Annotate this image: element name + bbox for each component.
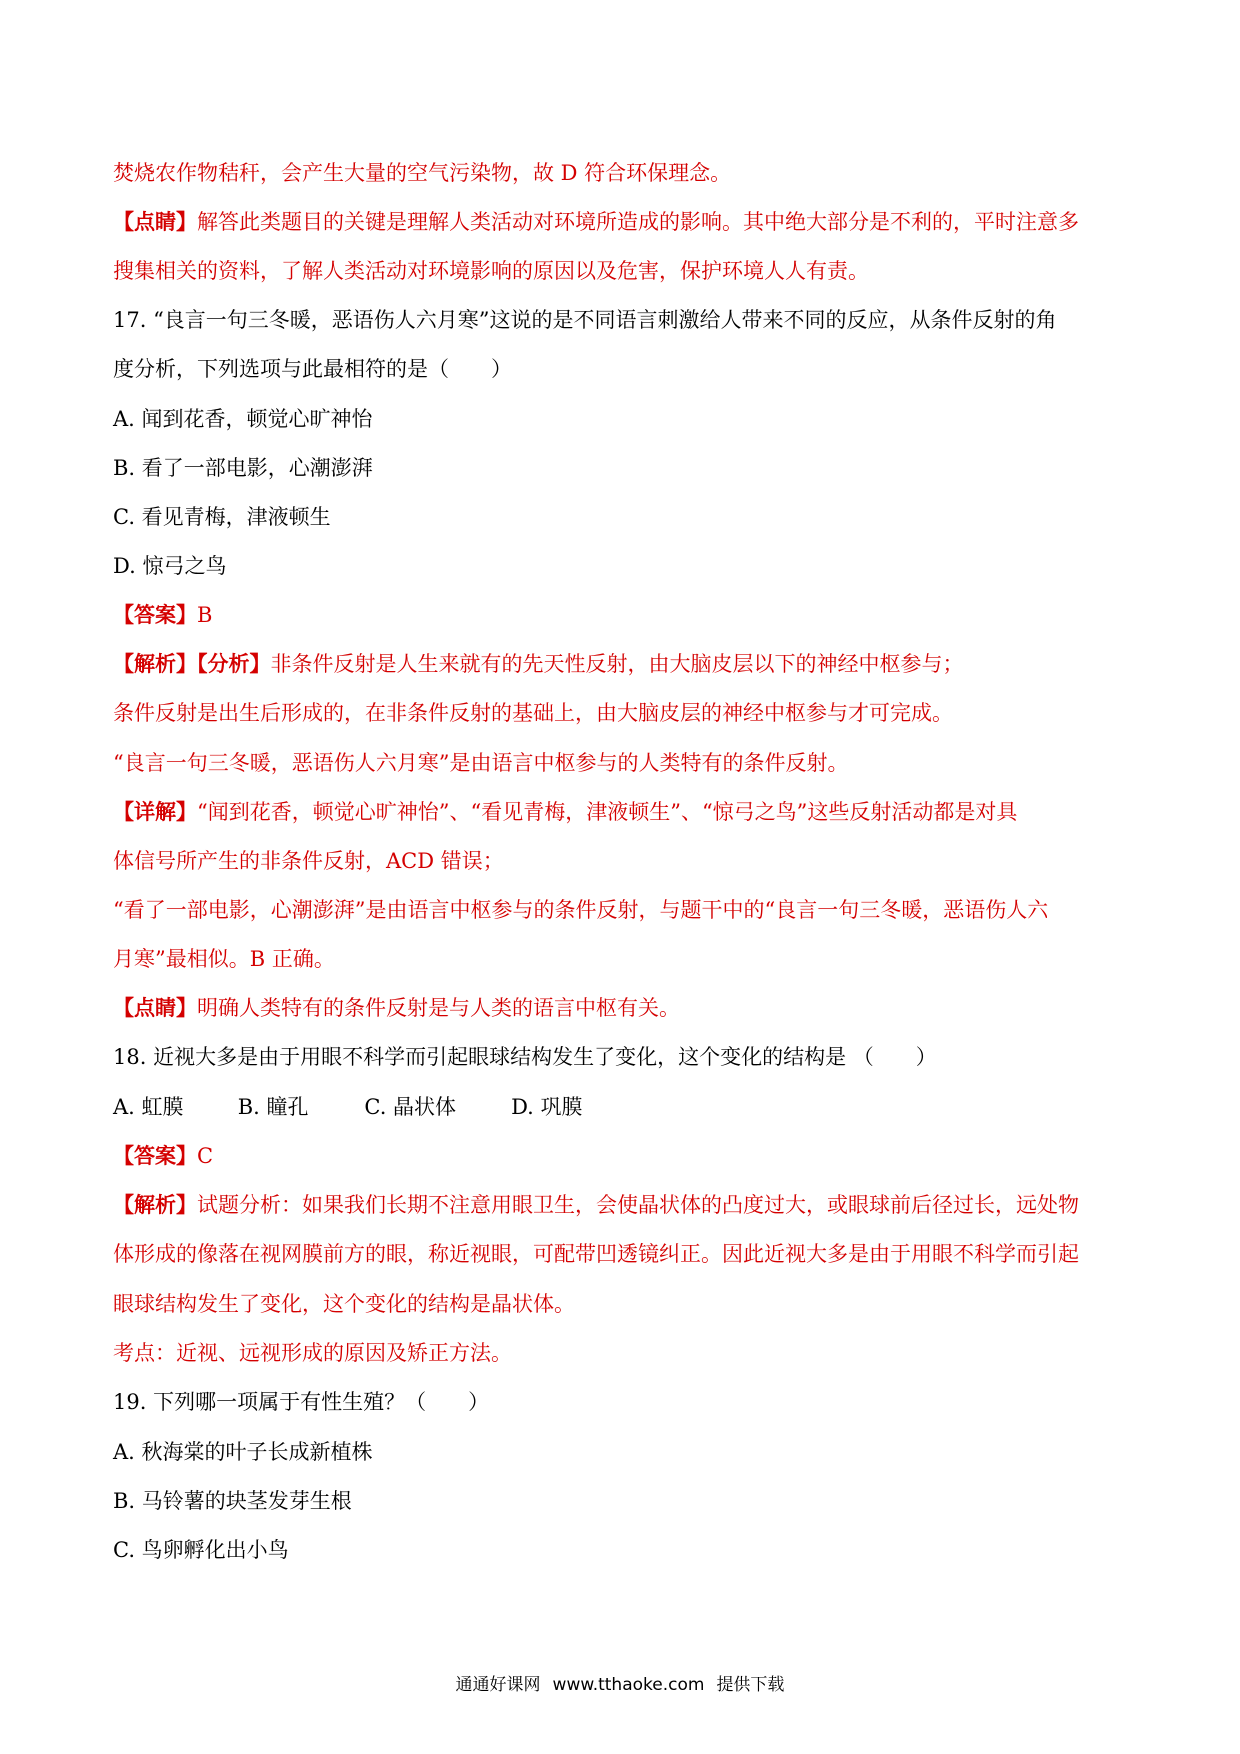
answer-tag: 【答案】: [113, 602, 197, 627]
tip-text: 明确人类特有的条件反射是与人类的语言中枢有关。: [197, 996, 680, 1020]
detail-line: 月寒”最相似。B 正确。: [113, 947, 335, 971]
question-18-answer: [113, 1141, 1133, 1171]
detail-tag: 【详解】: [113, 799, 197, 824]
question-17-detail: [113, 797, 1133, 827]
question-17-option-c: C. 看见青梅，津液顿生: [113, 505, 331, 529]
footer-url[interactable]: www.tthaoke.com: [552, 1675, 705, 1695]
question-17-option-d: D. 惊弓之鸟: [113, 554, 227, 578]
question-18-option-b: B. 瞳孔: [237, 1095, 309, 1119]
question-19-option-a: A. 秋海棠的叶子长成新植株: [113, 1440, 373, 1464]
question-19-stem: 19. 下列哪一项属于有性生殖？（ ）: [113, 1390, 490, 1414]
analysis-text: 试题分析：如果我们长期不注意用眼卫生，会使晶状体的凸度过大，或眼球前后径过长，远处物: [197, 1193, 1079, 1217]
question-18-option-d: D. 巩膜: [511, 1095, 583, 1119]
answer-value: B: [197, 603, 213, 627]
question-17-answer: [113, 600, 1133, 630]
question-17-option-a: A. 闻到花香，顿觉心旷神怡: [113, 407, 373, 431]
question-18-option-c: C. 晶状体: [364, 1095, 457, 1119]
analysis-line: “良言一句三冬暖，恶语伤人六月寒”是由语言中枢参与的人类特有的条件反射。: [113, 751, 849, 775]
question-17-tip: [113, 993, 1133, 1023]
tip-tag: 【点睛】: [113, 209, 197, 234]
detail-text: “闻到花香，顿觉心旷神怡”、“看见青梅，津液顿生”、“惊弓之鸟”这些反射活动都是对具: [197, 800, 1018, 824]
question-18-analysis: [113, 1190, 1133, 1220]
text-line: 搜集相关的资料，了解人类活动对环境影响的原因以及危害，保护环境人人有责。: [113, 259, 869, 283]
question-18-options: [113, 1092, 1133, 1122]
detail-line: 体信号所产生的非条件反射，ACD 错误；: [113, 849, 504, 873]
answer-value: C: [197, 1144, 214, 1168]
detail-line: “看了一部电影，心潮澎湃”是由语言中枢参与的条件反射，与题干中的“良言一句三冬暖，恶语伤人六: [113, 898, 1049, 922]
analysis-tag: 【解析】: [113, 1192, 197, 1217]
knowledge-point: 考点：近视、远视形成的原因及矫正方法。: [113, 1341, 512, 1365]
tip-tag: 【点睛】: [113, 995, 197, 1020]
text-line: 焚烧农作物秸秆，会产生大量的空气污染物，故 D 符合环保理念。: [113, 161, 732, 185]
question-18-stem: 18. 近视大多是由于用眼不科学而引起眼球结构发生了变化，这个变化的结构是 （ ）: [113, 1045, 937, 1069]
analysis-line: 体形成的像落在视网膜前方的眼，称近视眼，可配带凹透镜纠正。因此近视大多是由于用眼不科学而引起: [113, 1242, 1079, 1266]
answer-tag: 【答案】: [113, 1143, 197, 1168]
question-18-option-a: A. 虹膜: [113, 1095, 184, 1119]
footer-suffix: 提供下载: [716, 1675, 785, 1695]
question-19-option-b: B. 马铃薯的块茎发芽生根: [113, 1489, 352, 1513]
analysis-line: 眼球结构发生了变化，这个变化的结构是晶状体。: [113, 1292, 575, 1316]
tip-line: [113, 207, 1133, 237]
analysis-text: 非条件反射是人生来就有的先天性反射，由大脑皮层以下的神经中枢参与；: [270, 652, 964, 676]
analysis-tag: 【解析】【分析】: [113, 651, 271, 676]
tip-text: 解答此类题目的关键是理解人类活动对环境所造成的影响。其中绝大部分是不利的，平时注意多: [197, 210, 1079, 234]
question-17-stem: 17. “良言一句三冬暖，恶语伤人六月寒”这说的是不同语言刺激给人带来不同的反应，从条件反射的角: [113, 308, 1057, 332]
question-17-option-b: B. 看了一部电影，心潮澎湃: [113, 456, 373, 480]
question-19-option-c: C. 鸟卵孵化出小鸟: [113, 1538, 289, 1562]
analysis-line: 条件反射是出生后形成的，在非条件反射的基础上，由大脑皮层的神经中枢参与才可完成。: [113, 701, 953, 725]
footer-site-name: 通通好课网: [455, 1675, 541, 1695]
question-17-stem-cont: 度分析，下列选项与此最相符的是（ ）: [113, 357, 512, 381]
page-footer: [0, 1670, 1240, 1695]
question-17-analysis: [113, 649, 1133, 679]
